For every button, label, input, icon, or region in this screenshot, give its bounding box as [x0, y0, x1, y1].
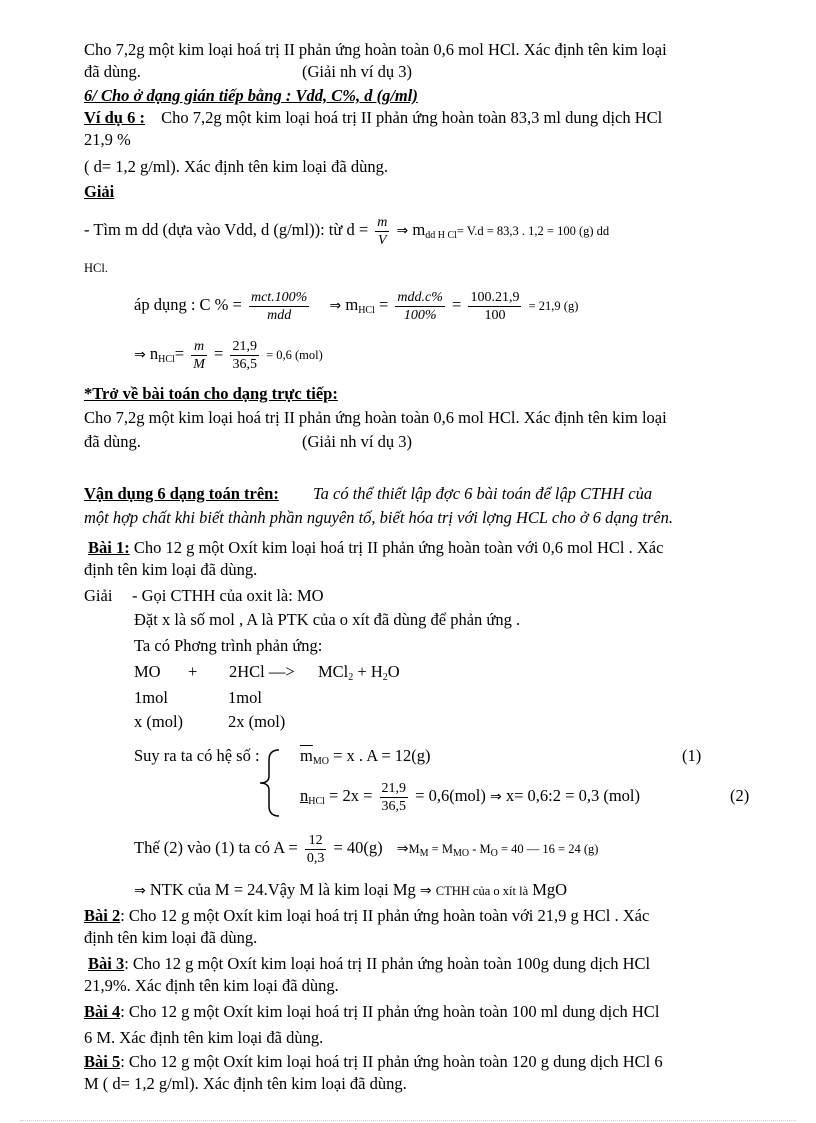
- formula-line: [84, 208, 609, 252]
- text-segment: = x . A = 12(g): [328, 746, 431, 765]
- text-line: [84, 432, 412, 452]
- text-segment: n: [300, 786, 309, 805]
- text-segment: m: [345, 295, 359, 314]
- subscript: 2: [382, 672, 388, 683]
- text-segment: x= 0,6:2 = 0,3 (mol): [501, 786, 640, 805]
- brace-icon: [257, 748, 281, 818]
- text-line: [84, 954, 650, 974]
- subscript: 2: [348, 672, 354, 683]
- text-line: [84, 1002, 659, 1022]
- subscript: MO: [312, 756, 329, 767]
- text-segment: Ta có thể thiết lập đợc 6 bài toán để lập CTHH của: [312, 484, 653, 503]
- text-segment: O: [387, 662, 400, 681]
- exercise-label: Bài 3: [88, 954, 125, 973]
- fraction-denominator: 100%: [395, 306, 445, 324]
- subscript: dd H Cl: [425, 230, 457, 241]
- fraction: [191, 338, 207, 373]
- text-line: định tên kim loại đã dùng.: [84, 560, 258, 579]
- text-segment: = 2x =: [324, 786, 373, 805]
- implies-symbol: ⇒: [134, 883, 146, 899]
- fraction-denominator: 36,5: [381, 798, 407, 814]
- text-segment: Cho 7,2g một kim loại hoá trị II phản ứng hoàn toàn 83,3 ml dung dịch HCl: [161, 108, 663, 127]
- text-line: [134, 880, 567, 901]
- text-segment: - Tìm m dd (dựa vào Vdd, d (g/ml)): từ d =: [84, 220, 369, 239]
- text-segment: : Cho 12 g một Oxít kim loại hoá trị II phản ứng hoàn toàn 100 ml dung dịch HCl: [120, 1002, 660, 1021]
- fraction: [305, 832, 327, 867]
- exercise-label: Bài 2: [84, 906, 121, 925]
- text-line: Cho 7,2g một kim loại hoá trị II phản ứng hoàn toàn 0,6 mol HCl. Xác định tên kim loại: [84, 40, 667, 59]
- text-segment: : Cho 12 g một Oxít kim loại hoá trị II phản ứng hoàn toàn với 21,9 g HCl . Xác: [120, 906, 650, 925]
- text-line: một hợp chất khi biết thành phần nguyên tố, biết hóa trị với lợng HCL cho ở 6 dạng trên.: [84, 508, 673, 527]
- text-segment: =: [452, 295, 462, 314]
- text-segment: x (mol): [134, 712, 184, 731]
- equation-number: (1): [682, 746, 702, 765]
- subscript: HCl: [158, 354, 175, 365]
- subscript: M: [419, 848, 429, 859]
- text-line: 6 M. Xác định tên kim loại đã dùng.: [84, 1028, 324, 1047]
- text-segment: Cho 12 g một Oxít kim loại hoá trị II phản ứng hoàn toàn với 0,6 mol HCl . Xác: [133, 538, 664, 557]
- text-line: M ( d= 1,2 g/ml). Xác định tên kim loại đã dùng.: [84, 1074, 407, 1093]
- text-line: Cho 7,2g một kim loại hoá trị II phản ứng hoàn toàn 0,6 mol HCl. Xác định tên kim loại: [84, 408, 667, 427]
- text-line: [84, 62, 412, 82]
- text-line: [84, 108, 662, 128]
- fraction-numerator: 21,9: [381, 780, 407, 796]
- formula-line: [134, 826, 598, 870]
- text-segment: + H: [353, 662, 383, 681]
- example-label: Ví dụ 6 :: [84, 108, 145, 127]
- text-line: [84, 538, 663, 558]
- text-segment: MCl: [318, 662, 349, 681]
- subscript: O: [490, 848, 498, 859]
- page-bottom-divider: [20, 1120, 796, 1121]
- fraction-numerator: 12: [308, 832, 323, 848]
- text-segment: = 0,6(mol): [415, 786, 486, 805]
- section-heading: Vận dụng 6 dạng toán trên:: [84, 484, 279, 503]
- text-segment: MgO: [528, 880, 568, 899]
- text-segment: = 40 — 16 = 24 (g): [497, 842, 599, 856]
- text-segment: đã dùng.: [84, 62, 141, 81]
- fraction-numerator: mdd.c%: [397, 289, 443, 305]
- text-line: 21,9%. Xác định tên kim loại đã dùng.: [84, 976, 339, 995]
- text-segment: M: [408, 842, 420, 856]
- fraction-denominator: 0,3: [306, 850, 325, 866]
- text-segment: n: [149, 344, 159, 363]
- text-segment: =: [174, 344, 185, 363]
- text-segment: = 21,9 (g): [528, 299, 579, 313]
- reactant: MO: [134, 662, 161, 681]
- fraction-denominator: V: [375, 231, 389, 249]
- text-segment: =: [214, 344, 224, 363]
- equation-2: [300, 774, 640, 818]
- fraction-numerator: m: [377, 214, 388, 230]
- text-line: ( d= 1,2 g/ml). Xác định tên kim loại đã dùng.: [84, 157, 388, 176]
- implies-symbol: ⇒: [329, 298, 342, 314]
- subscript: HCl: [308, 796, 325, 807]
- text-line: HCl.: [84, 261, 108, 275]
- fraction: [375, 214, 389, 249]
- text-line: [84, 586, 324, 606]
- reactant: 2HCl —>: [229, 662, 295, 681]
- text-line: định tên kim loại đã dùng.: [84, 928, 258, 947]
- product: [318, 662, 400, 688]
- fraction-numerator: mct.100%: [250, 289, 308, 305]
- text-segment: Thế (2) vào (1) ta có A =: [134, 838, 298, 857]
- plus-sign: +: [188, 662, 198, 681]
- text-line: [84, 484, 652, 504]
- text-line: Suy ra ta có hệ số :: [134, 746, 260, 765]
- text-segment: $\overline{m}$: [300, 746, 313, 765]
- exercise-label: Bài 4: [84, 1002, 121, 1021]
- text-segment: m: [412, 220, 426, 239]
- formula-line: [134, 283, 578, 327]
- text-line: Ta có Phơng trình phản ứng:: [134, 636, 323, 655]
- fraction-numerator: m: [193, 338, 205, 354]
- implies-symbol: ⇒: [490, 789, 502, 805]
- solution-label: Giải: [84, 182, 115, 201]
- text-segment: 2x (mol): [228, 712, 286, 731]
- text-segment: : Cho 12 g một Oxít kim loại hoá trị II phản ứng hoàn toàn 120 g dung dịch HCl 6: [120, 1052, 663, 1071]
- equation-number: (2): [730, 786, 750, 805]
- formula-line: [134, 332, 323, 376]
- text-segment: = M: [428, 842, 453, 856]
- text-line: 21,9 %: [84, 130, 131, 149]
- text-segment: =: [378, 295, 389, 314]
- implies-symbol: ⇒: [396, 223, 409, 239]
- text-segment: 1mol: [228, 688, 262, 707]
- text-line: [84, 1052, 663, 1072]
- fraction-denominator: mdd: [249, 306, 309, 324]
- equation-1: [300, 746, 431, 772]
- exercise-label: Bài 5: [84, 1052, 121, 1071]
- fraction-denominator: 100: [468, 306, 521, 324]
- subscript: MO: [452, 848, 470, 859]
- text-segment: 1mol: [134, 688, 168, 707]
- text-segment: (Giải nh ví dụ 3): [302, 62, 412, 81]
- text-segment: đã dùng.: [84, 432, 141, 451]
- fraction: [468, 289, 521, 324]
- text-segment: CTHH của o xít là: [435, 884, 529, 898]
- subscript: HCl: [358, 305, 375, 316]
- text-segment: (Giải nh ví dụ 3): [302, 432, 412, 451]
- text-segment: = V.d = 83,3 . 1,2 = 100 (g) dd: [456, 224, 610, 238]
- text-segment: - M: [469, 842, 491, 856]
- implies-symbol: ⇒: [419, 883, 432, 899]
- text-segment: = 40(g): [333, 838, 383, 857]
- fraction-numerator: 21,9: [232, 338, 257, 354]
- fraction: [395, 289, 445, 324]
- text-segment: - Gọi CTHH của oxit là: MO: [132, 586, 324, 605]
- fraction: [230, 338, 259, 373]
- solution-label: Giải: [84, 586, 113, 605]
- fraction-denominator: 36,5: [232, 356, 257, 372]
- fraction: [249, 289, 309, 324]
- text-segment: : Cho 12 g một Oxít kim loại hoá trị II phản ứng hoàn toàn 100g dung dịch HCl: [124, 954, 651, 973]
- fraction-denominator: M: [193, 356, 205, 372]
- fraction: [380, 780, 409, 815]
- section-heading: 6/ Cho ở dạng gián tiếp bằng : Vdd, C%, d (g/ml): [84, 86, 418, 105]
- section-heading: *Trở về bài toán cho dạng trực tiếp:: [84, 384, 338, 403]
- text-line: [84, 906, 649, 926]
- implies-symbol: ⇒: [396, 841, 409, 857]
- fraction-numerator: 100.21,9: [470, 289, 520, 305]
- implies-symbol: ⇒: [134, 347, 146, 363]
- exercise-label: Bài 1:: [88, 538, 130, 557]
- text-segment: áp dụng : C % =: [134, 295, 242, 314]
- text-segment: NTK của M = 24.Vậy M là kim loại Mg: [145, 880, 420, 899]
- text-line: Đặt x là số mol , A là PTK của o xít đã dùng để phản ứng .: [134, 610, 521, 629]
- text-segment: = 0,6 (mol): [266, 348, 323, 362]
